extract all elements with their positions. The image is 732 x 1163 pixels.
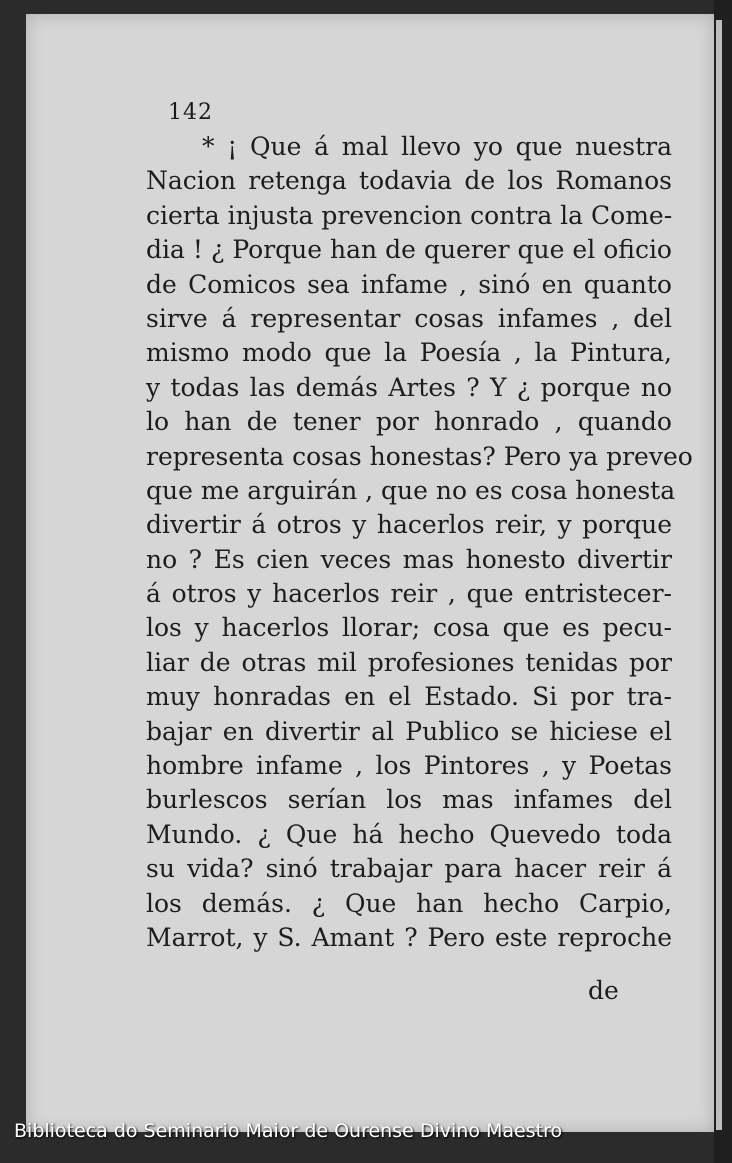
text-line: su vida? sinó trabajar para hacer reir á [146,854,672,884]
text-line: Marrot, y S. Amant ? Pero este reproche [146,922,672,952]
text-line: los demás. ¿ Que han hecho Carpio, [146,888,672,918]
text-line: hombre infame , los Pintores , y Poetas [146,751,672,781]
body-text [146,130,693,955]
text-line: muy honradas en el Estado. Si por tra- [146,682,672,712]
page-number: 142 [168,100,213,125]
adjacent-page-edge [716,20,722,1130]
catchword: de [588,976,619,1005]
text-line: lo han de tener por honrado , quando [146,407,672,437]
text-line: Mundo. ¿ Que há hecho Quevedo toda [146,819,672,849]
text-line: sirve á representar cosas infames , del [146,303,672,333]
text-line: divertir á otros y hacerlos reir, y porque [146,510,672,540]
library-watermark: Biblioteca do Seminario Maior de Ourense Divino Maestro [14,1120,563,1142]
text-line: liar de otras mil profesiones tenidas por [146,647,672,677]
text-line: y todas las demás Artes ? Y ¿ porque no [146,372,672,402]
text-line: de Comicos sea infame , sinó en quanto [146,269,672,299]
text-line: mismo modo que la Poesía , la Pintura, [146,338,672,368]
text-line: cierta injusta prevencion contra la Come- [146,200,673,230]
text-line: los y hacerlos llorar; cosa que es pecu- [146,613,672,643]
text-line: representa cosas honestas? Pero ya preveo [146,441,693,471]
text-line: no ? Es cien veces mas honesto divertir [146,544,672,574]
text-line: dia ! ¿ Porque han de querer que el oficio [146,235,672,265]
text-line: Nacion retenga todavia de los Romanos [146,166,672,196]
text-line: bajar en divertir al Publico se hiciese el [146,716,672,746]
text-line: á otros y hacerlos reir , que entristecer- [146,579,672,609]
text-line: * ¡ Que á mal llevo yo que nuestra [202,132,672,161]
text-line: que me arguirán , que no es cosa honesta [146,475,676,505]
text-line: burlescos serían los mas infames del [146,785,672,815]
